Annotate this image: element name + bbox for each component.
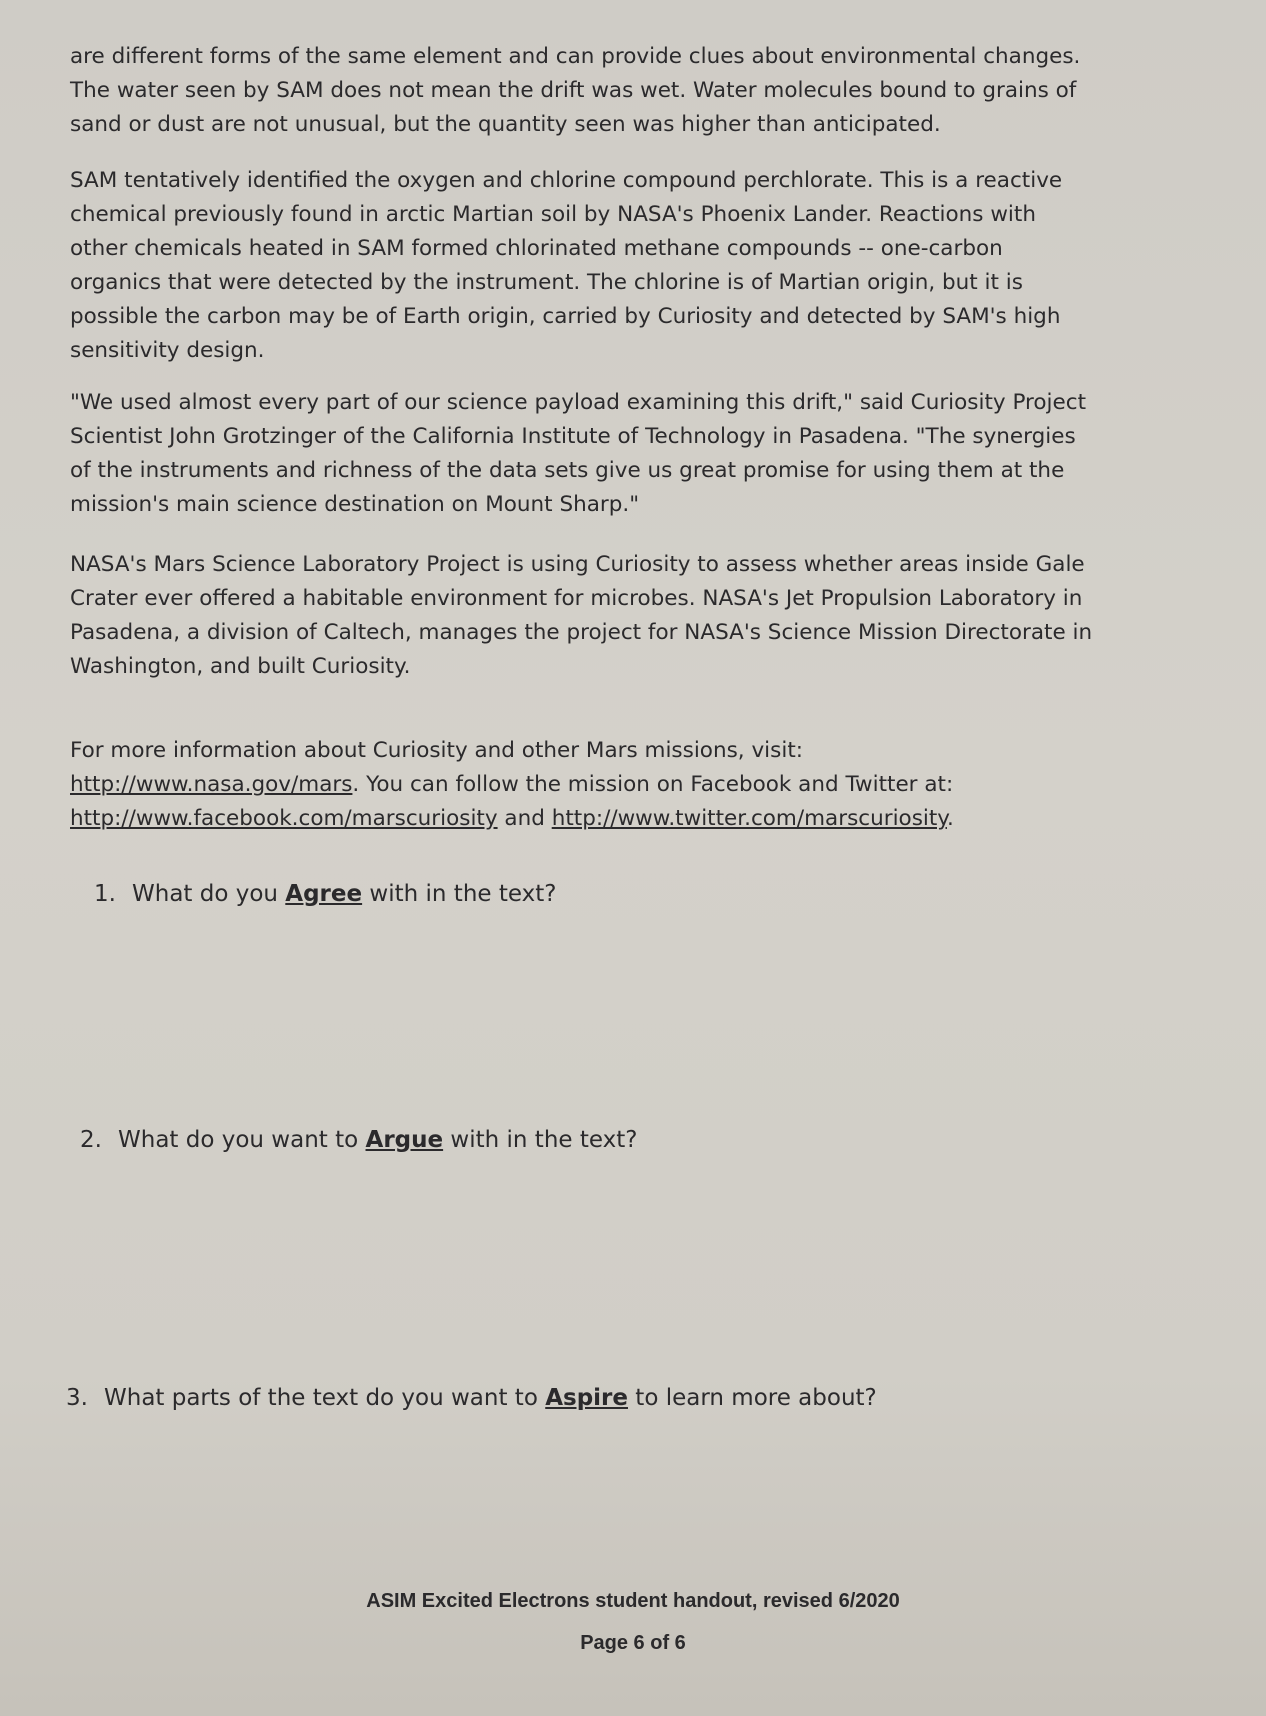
question-keyword: Agree bbox=[285, 881, 363, 907]
link-facebook[interactable]: http://www.facebook.com/marscuriosity bbox=[70, 806, 498, 831]
question-number: 1. bbox=[94, 881, 116, 907]
more-info-intro: For more information about Curiosity and other Mars missions, visit: bbox=[70, 738, 803, 763]
question-text: with in the text? bbox=[443, 1127, 638, 1153]
question-argue bbox=[80, 1124, 637, 1156]
text-line: Scientist John Grotzinger of the California Institute of Technology in Pasadena. "The synergies bbox=[70, 424, 1076, 449]
end-punctuation: . bbox=[946, 806, 954, 831]
link-nasa-mars[interactable]: http://www.nasa.gov/mars bbox=[70, 772, 353, 797]
question-keyword: Argue bbox=[365, 1127, 444, 1153]
text-line: other chemicals heated in SAM formed chlorinated methane compounds -- one-carbon bbox=[70, 236, 1003, 261]
question-number: 3. bbox=[66, 1385, 88, 1411]
text-line: "We used almost every part of our science payload examining this drift," said Curiosity Project bbox=[70, 390, 1087, 415]
text-line: are different forms of the same element and can provide clues about environmental changes. bbox=[70, 44, 1081, 69]
paragraph-perchlorate bbox=[70, 164, 1200, 368]
text-line: Pasadena, a division of Caltech, manages the project for NASA's Science Mission Directorate in bbox=[70, 620, 1093, 645]
paragraph-msl-project bbox=[70, 548, 1200, 684]
question-aspire bbox=[66, 1382, 877, 1414]
text-line: Crater ever offered a habitable environment for microbes. NASA's Jet Propulsion Laboratory in bbox=[70, 586, 1083, 611]
follow-text: . You can follow the mission on Facebook and Twitter at: bbox=[352, 772, 954, 797]
question-text: What do you bbox=[132, 881, 286, 907]
text-line bbox=[70, 768, 1200, 802]
text-line: Washington, and built Curiosity. bbox=[70, 654, 411, 679]
question-keyword: Aspire bbox=[545, 1385, 628, 1411]
link-twitter[interactable]: http://www.twitter.com/marscuriosity bbox=[551, 806, 947, 831]
text-line: mission's main science destination on Mount Sharp." bbox=[70, 492, 640, 517]
text-line: NASA's Mars Science Laboratory Project is using Curiosity to assess whether areas inside Gale bbox=[70, 552, 1085, 577]
question-text: to learn more about? bbox=[628, 1385, 877, 1411]
question-text: What parts of the text do you want to bbox=[104, 1385, 546, 1411]
paragraph-quote bbox=[70, 386, 1200, 522]
text-line bbox=[70, 802, 1200, 836]
text-line: sand or dust are not unusual, but the quantity seen was higher than anticipated. bbox=[70, 112, 941, 137]
text-line: chemical previously found in arctic Martian soil by NASA's Phoenix Lander. Reactions with bbox=[70, 202, 1036, 227]
text-line: of the instruments and richness of the data sets give us great promise for using them at the bbox=[70, 458, 1065, 483]
text-line: sensitivity design. bbox=[70, 338, 265, 363]
and-text: and bbox=[497, 806, 552, 831]
text-line: possible the carbon may be of Earth origin, carried by Curiosity and detected by SAM's high bbox=[70, 304, 1061, 329]
question-agree bbox=[94, 878, 556, 910]
paragraph-water bbox=[70, 40, 1200, 142]
question-text: What do you want to bbox=[118, 1127, 366, 1153]
paragraph-more-info bbox=[70, 734, 1200, 836]
handout-credit: ASIM Excited Electrons student handout, revised 6/2020 bbox=[366, 1590, 900, 1612]
text-line: organics that were detected by the instrument. The chlorine is of Martian origin, but it is bbox=[70, 270, 1023, 295]
question-text: with in the text? bbox=[362, 881, 557, 907]
page-number: Page 6 of 6 bbox=[580, 1632, 686, 1654]
text-line: The water seen by SAM does not mean the drift was wet. Water molecules bound to grains of bbox=[70, 78, 1077, 103]
question-number: 2. bbox=[80, 1127, 102, 1153]
text-line: SAM tentatively identified the oxygen and chlorine compound perchlorate. This is a reactive bbox=[70, 168, 1063, 193]
